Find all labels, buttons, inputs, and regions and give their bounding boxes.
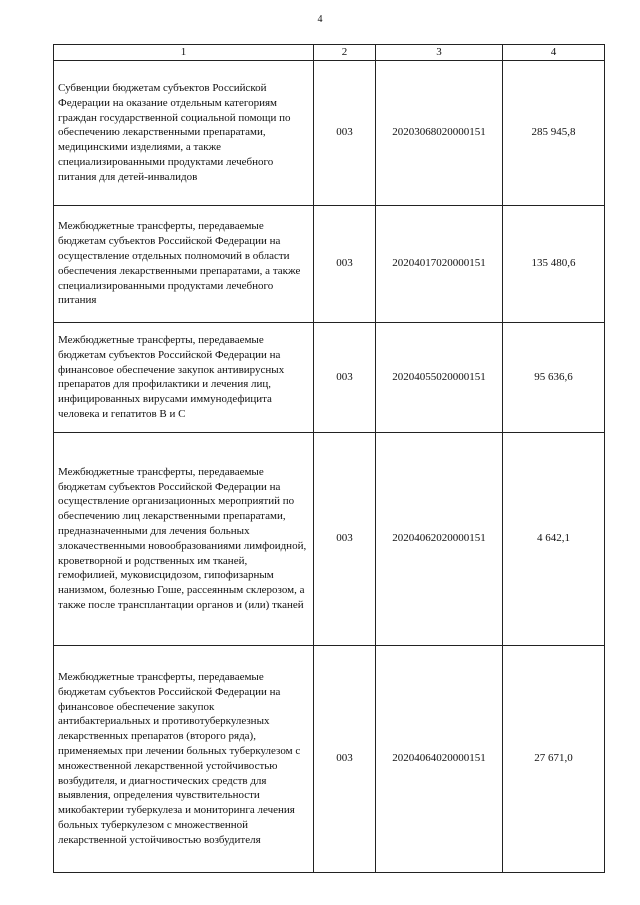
- table-row: [54, 60, 605, 205]
- row-description: Субвенции бюджетам субъектов Российской Федерации на оказание отдельным категориям граждан государственной социальной помощи по обеспечению лекарственными препаратами, медицинскими изделиями, а также специализированными продуктами лечебного питания для детей-инвалидов: [54, 60, 314, 205]
- table-header-row: [54, 45, 605, 61]
- row-amount: 135 480,6: [503, 205, 605, 322]
- column-header-1: 1: [54, 45, 314, 61]
- row-kbk: 20203068020000151: [376, 60, 503, 205]
- row-description: Межбюджетные трансферты, передаваемые бюджетам субъектов Российской Федерации на осуществление отдельных полномочий в области обеспечения лекарственными препаратами, а также специализированными продуктами лечебного питания: [54, 205, 314, 322]
- row-amount: 285 945,8: [503, 60, 605, 205]
- row-description: Межбюджетные трансферты, передаваемые бюджетам субъектов Российской Федерации на финансовое обеспечение закупок антивирусных препаратов для профилактики и лечения лиц, инфицированных вирусами иммунодефицита человека и гепатитов В и С: [54, 322, 314, 432]
- row-amount: 4 642,1: [503, 432, 605, 645]
- row-code: 003: [314, 432, 376, 645]
- row-code: 003: [314, 322, 376, 432]
- column-header-3: 3: [376, 45, 503, 61]
- row-kbk: 20204062020000151: [376, 432, 503, 645]
- row-description: Межбюджетные трансферты, передаваемые бюджетам субъектов Российской Федерации на финансовое обеспечение закупок антибактериальных и противотуберкулезных лекарственных препаратов (второго ряда), применяемых при лечении больных туберкулезом с множественной лекарственной устойчивостью возбудителя, и диагностических средств для выявления, определения чувствительности микобактерии туберкулеза и мониторинга лечения больных туберкулезом с множественной лекарственной устойчивостью возбудителя: [54, 645, 314, 872]
- page-number: 4: [317, 14, 323, 25]
- row-code: 003: [314, 645, 376, 872]
- row-description: Межбюджетные трансферты, передаваемые бюджетам субъектов Российской Федерации на осуществление организационных мероприятий по обеспечению лиц лекарственными препаратами, предназначенными для лечения больных злокачественными новообразованиями лимфоидной, кроветворной и родственных им тканей, гемофилией, муковисцидозом, гипофизарным нанизмом, болезнью Гоше, рассеянным склерозом, а также после трансплантации органов и (или) тканей: [54, 432, 314, 645]
- column-header-2: 2: [314, 45, 376, 61]
- row-code: 003: [314, 60, 376, 205]
- row-code: 003: [314, 205, 376, 322]
- row-amount: 27 671,0: [503, 645, 605, 872]
- table-row: [54, 322, 605, 432]
- table-row: [54, 645, 605, 872]
- row-kbk: 20204064020000151: [376, 645, 503, 872]
- row-amount: 95 636,6: [503, 322, 605, 432]
- row-kbk: 20204017020000151: [376, 205, 503, 322]
- table-row: [54, 205, 605, 322]
- row-kbk: 20204055020000151: [376, 322, 503, 432]
- budget-table: [53, 44, 605, 873]
- table-row: [54, 432, 605, 645]
- column-header-4: 4: [503, 45, 605, 61]
